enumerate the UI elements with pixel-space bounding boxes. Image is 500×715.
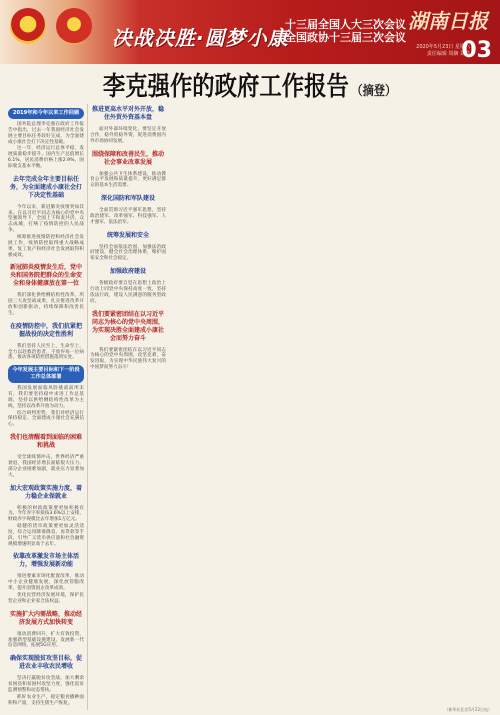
session-line-1: 十三届全国人大三次会议 [285,18,406,31]
body-paragraph: 积极的财政政策要更加积极有为。今年赤字率拟按3.6%以上安排，财政赤字规模比去年增加1万亿元。 [8,505,84,523]
body-paragraph: 我们要紧密团结在以习近平同志为核心的党中央周围，攻坚克难，奋发进取，为实现中华民族伟大复兴的中国梦而努力奋斗！ [90,347,166,371]
cppcc-emblem-icon [56,8,92,44]
national-emblem-icon [10,8,46,44]
body-paragraph: 全面贯彻习近平强军思想，坚持政治建军、改革强军、科技强军、人才强军、依法治军。 [90,208,166,225]
body-paragraph: 推动消费回升，扩大有效投资，加强新型基础设施建设，发展新一代信息网络，拓展5G应用。 [8,631,84,649]
body-paragraph: 加强公共卫生体系建设，推动教育公平发展和质量提升，更好满足群众的基本生活需要。 [90,171,166,189]
section-heading: 实施扩大内需战略，推动经济发展方式加快转变 [10,610,83,626]
section-heading: 统筹发展和安全 [106,231,149,239]
article-body [8,104,494,710]
body-paragraph: 推进要素市场化配置改革，推动中小企业健康发展，深化放管服改革，提升国资国企改革成效。 [8,574,84,592]
issue-date: 2020年5月23日 星期六 [416,44,470,50]
section-heading: 去年完成全年主要目标任务，为全面建成小康社会打下决定性基础 [10,175,83,199]
body-paragraph: 优化民营经济发展环境，保护民营企业和企业家合法权益。 [8,592,84,604]
body-paragraph: 面对外部环境变化，要坚定开放合作，稳外贸稳外资，促进消费国内外市场协同发展。 [90,127,166,144]
article-footer: （新华社北京5月22日电） [444,707,492,712]
section-heading: 推进更高水平对外开放，稳住外贸外资基本盘 [92,106,165,121]
banner-slogan: 决战决胜·圆梦小康 [112,26,289,50]
body-paragraph: 我国发展面临风险挑战前所未有，我们要坚持稳中求进工作总基调，坚持以供给侧结构性改革为主线，坚持以改革开放为动力。 [8,386,84,409]
section-heading: 加大宏观政策实施力度，着力稳企业保就业 [10,484,83,500]
section-heading: 依靠改革激发市场主体活力，增强发展新动能 [12,553,79,569]
body-paragraph: 这一年，经济运行总体平稳，发展质量稳步提升。国内生产总值增长6.1%，居民消费价格上涨2.9%，国际收支基本平衡。 [8,146,84,169]
body-paragraph: 统筹推进疫情防控和经济社会发展工作，疫情防控取得重大战略成果，复工复产和经济社会发展取得积极成效。 [8,234,84,258]
section-heading: 确保实现脱贫攻坚目标，促进农业丰收农民增收 [10,655,83,671]
body-paragraph: 我们深化供给侧结构性改革，巩固三大攻坚战成果，扎实推进改革开放和创新驱动，持续保障和改善民生。 [8,293,84,316]
session-line-2: 全国政协十三届三次会议 [285,31,406,44]
body-paragraph: 稳健的货币政策要更加灵活适度，综合运用降准降息、再贷款等手段，引导广义货币供应量和社会融资规模增速明显高于去年。 [8,524,84,547]
page-headline [103,66,396,103]
section-heading: 今年发展主要目标和下一阶段工作总体部署 [8,365,84,383]
section-heading: 在疫情防控中，我们抗紧把握战役的决定性胜利 [10,322,83,338]
issue-editor: 责任编辑 周娴 刘浩 [426,51,470,57]
section-heading: 我们要紧密团结在以习近平同志为核心的党中央周围，为实现决胜全面建成小康社会而努力奋斗 [92,310,165,342]
body-paragraph: 抓好农业生产，稳定粮食播种面积和产量，支持生猪生产恢复。 [8,694,84,706]
section-heading: 围绕保障和改善民生，推动社会事业改革发展 [92,150,165,166]
section-heading: 深化国防和军队建设 [100,195,155,203]
section-heading: 我们也清醒看到面临的困难和挑战 [10,434,83,450]
newspaper-masthead: 湖南日报 [408,9,488,33]
body-paragraph: 坚决打赢脱贫攻坚战。加大剩余贫困县和贫困村攻坚力度，强化返贫监测预警和动态帮扶。 [8,676,84,693]
headline-text: 李克强作的政府工作报告 [103,72,350,102]
body-paragraph: 坚持全面依法治国，加强法治政府建设，健全社会治理体系，维护国家安全和社会稳定。 [90,244,166,262]
page-banner [0,0,500,64]
body-paragraph: 今年以来，新冠肺炎疫情突如其来。在以习近平同志为核心的党中央坚强领导下，全国上下和衷共济、众志成城，打响了疫情防控的人民战争。 [8,204,84,234]
headline-block [0,66,500,102]
body-paragraph: 我们坚持人民至上、生命至上，全力以赴救治患者，不放弃每一位病患，推动各项防控措施落到实处。 [8,343,84,361]
body-paragraph: 各级政府要自觉在思想上政治上行动上同党中央保持高度一致，坚持依法行政，建设人民满意的服务型政府。 [90,281,166,304]
section-heading: 2019年和今年以来工作回顾 [8,108,84,119]
body-paragraph: 综合研判形势，我们对经济运行保持稳定、全面建成小康社会充满信心。 [8,410,84,428]
headline-note: （摘登） [351,84,397,99]
section-heading: 加强政府建设 [109,268,146,276]
page-number: 03 [461,38,492,63]
body-paragraph: 国务院总理李克强在政府工作报告中指出，过去一年我国经济社会发展主要目标任务较好完成，为全面建成小康社会打下决定性基础。 [8,122,84,145]
section-heading: 新冠肺炎疫情发生后，党中央和国务院把群众的生命安全和身体健康放在第一位 [10,264,83,288]
session-title [285,18,406,44]
body-paragraph: 受全球疫情冲击，世界经济严重衰退，我国经济增长面临很大压力。部分企业困难加剧，就业压力显著加大。 [8,455,84,478]
